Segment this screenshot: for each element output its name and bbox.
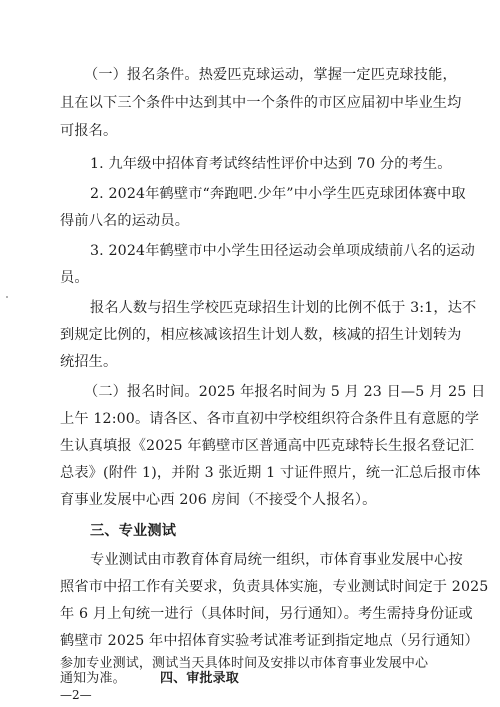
professional-test-line-5: 参加专业测试，测试当天具体时间及安排以市体育事业发展中心 [60,656,429,671]
registration-conditions-line-3: 可报名。 [60,123,118,139]
registration-conditions-line-2: 且在以下三个条件中达到其中一个条件的市区应届初中毕业生均 [60,95,462,111]
page-number: —2— [60,688,92,702]
registration-time-line-3: 生认真填报《2025 年鹤壁市区普通高中匹克球特长生报名登记汇 [60,438,475,454]
registration-time-line-2: 上午 12:00。请各区、各市直初中学校组织符合条件且有意愿的学 [60,411,480,427]
professional-test-line-3: 年 6 月上旬统一进行（具体时间，另行通知）。考生需持身份证或 [60,606,473,622]
condition-item-2-line-2: 得前八名的运动员。 [60,213,190,229]
registration-time-line-5: 育事业发展中心西 206 房间（不接受个人报名）。 [60,492,377,508]
ratio-note-line-2: 到规定比例的，相应核减该招生计划人数，核减的招生计划转为 [60,327,462,343]
condition-item-1: 1. 九年级中招体育考试终结性评价中达到 70 分的考生。 [90,156,452,172]
condition-item-2-line-1: 2. 2024年鹤壁市“奔跑吧.少年”中小学生匹克球团体赛中取 [90,186,466,202]
professional-test-line-2: 照省市中招工作有关要求，负责具体实施，专业测试时间定于 2025 [60,579,489,595]
condition-item-3-line-1: 3. 2024年鹤壁市中小学生田径运动会单项成绩前八名的运动 [90,243,475,259]
review-admission-heading: 四、审批录取 [160,671,239,686]
condition-item-3-line-2: 员。 [60,270,89,286]
professional-test-line-4: 鹤壁市 2025 年中招体育实验考试准考证到指定地点（另行通知） [60,633,479,649]
professional-test-heading: 三、专业测试 [90,523,177,539]
ratio-note-line-3: 统招生。 [60,354,118,370]
professional-test-line-1: 专业测试由市教育体育局统一组织，市体育事业发展中心按 [90,552,463,568]
registration-time-line-4: 总表》(附件 1)，并附 3 张近期 1 寸证件照片，统一汇总后报市体 [60,465,481,481]
registration-time-line-1: （二）报名时间。2025 年报名时间为 5 月 23 日—5 月 25 日 [84,384,486,400]
professional-test-line-6: 通知为准。 [60,671,126,686]
ratio-note-line-1: 报名人数与招生学校匹克球招生计划的比例不低于 3:1，达不 [90,300,477,316]
registration-conditions-line-1: （一）报名条件。热爱匹克球运动，掌握一定匹克球技能， [84,67,457,83]
margin-mark [6,296,8,298]
